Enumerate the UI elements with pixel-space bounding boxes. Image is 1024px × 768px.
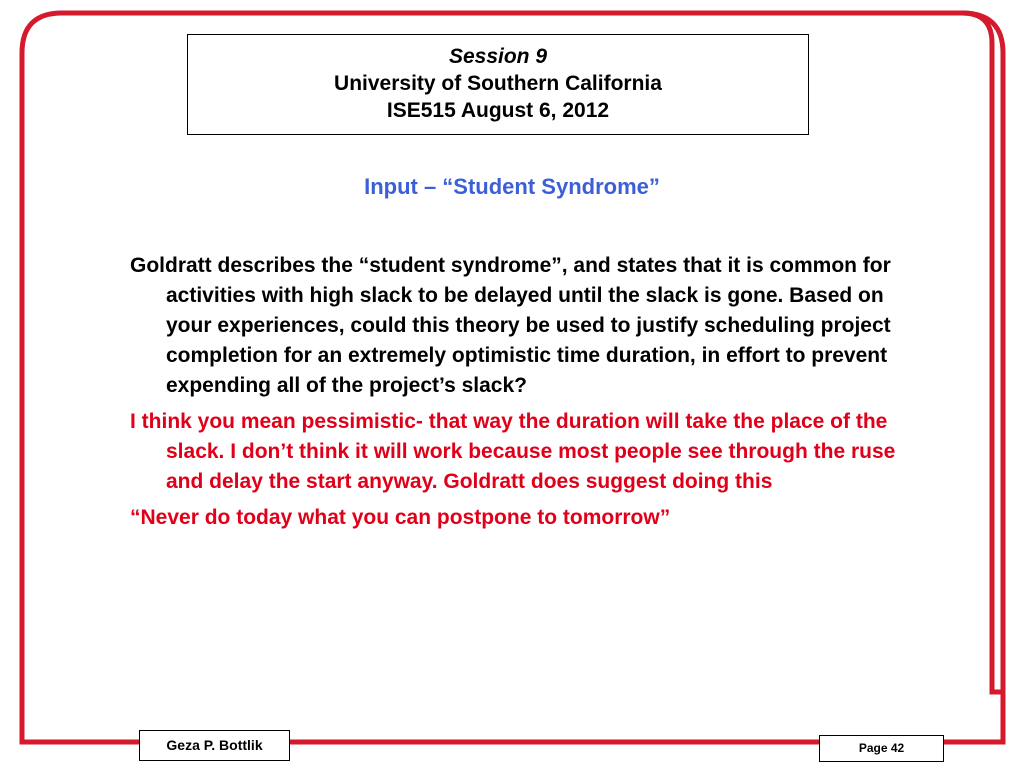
slide-title: Input – “Student Syndrome” (364, 174, 660, 199)
footer-author: Geza P. Bottlik (139, 730, 290, 761)
session-label: Session 9 (448, 45, 548, 68)
course-date: ISE515 August 6, 2012 (386, 99, 610, 122)
answer-text: I think you mean pessimistic- that way the duration will take the place of the slack. I don’t think it will work because most people see through the ruse and delay the start anyway. Goldratt does suggest doing this (130, 410, 896, 493)
header-box (187, 34, 809, 135)
university-name: University of Southern California (334, 72, 662, 95)
quote-text: “Never do today what you can postpone to tomorrow” (130, 506, 671, 529)
question-text: Goldratt describes the “student syndrome”, and states that it is common for activities with high slack to be delayed until the slack is gone. Based on your experiences, could this theory be used to justify scheduling project completion for an extremely optimistic time duration, in effort to prevent expending all of the project’s slack? (130, 254, 891, 397)
slide-content (130, 251, 920, 539)
footer-page-number: Page 42 (819, 735, 944, 762)
